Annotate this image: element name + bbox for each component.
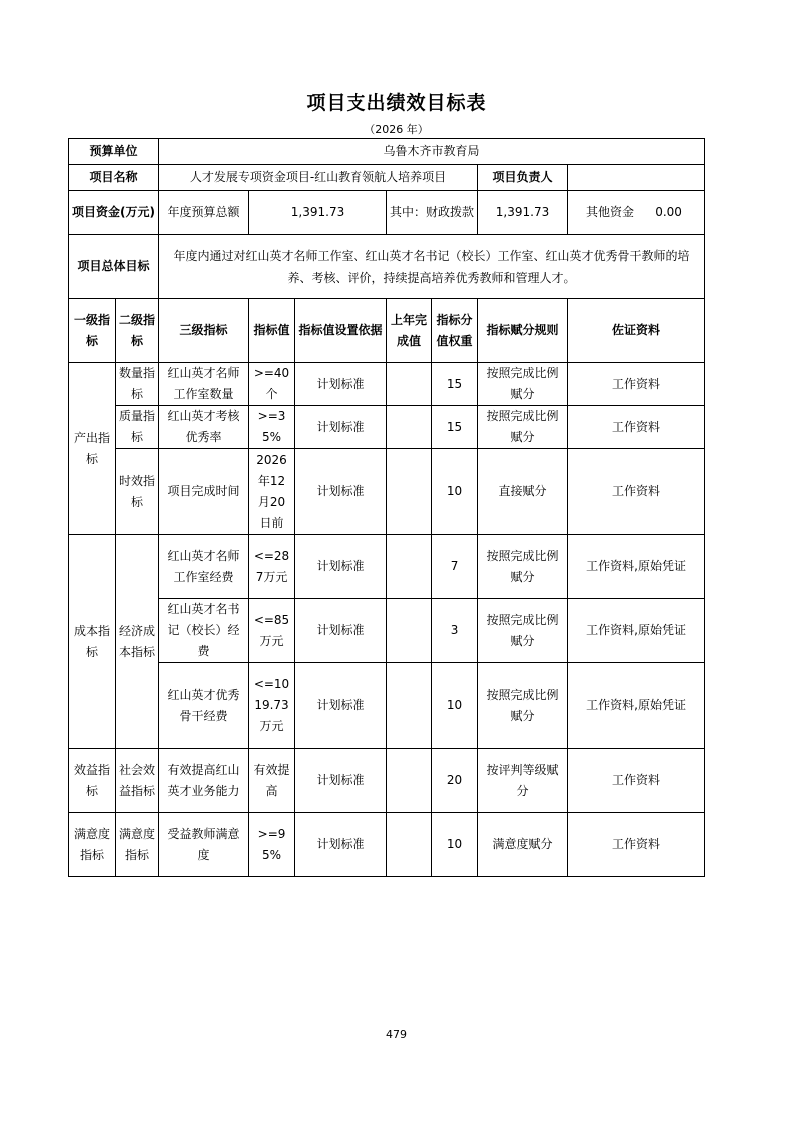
group-satisfaction: 满意度指标 [69,813,116,877]
row-last-year [387,813,432,877]
page-title: 项目支出绩效目标表 [306,92,487,114]
table-row [69,406,705,449]
project-lead-label: 项目负责人 [478,165,568,191]
header-weight: 指标分值权重 [432,299,478,363]
group-output: 产出指标 [69,363,116,535]
fiscal-label: 其中：财政拨款 [387,191,478,235]
row-weight: 7 [432,535,478,599]
row-basis: 计划标准 [295,449,387,535]
row-evidence: 工作资料 [568,406,705,449]
row-basis: 计划标准 [295,406,387,449]
row-evidence: 工作资料 [568,449,705,535]
row-weight: 15 [432,363,478,406]
header-evidence: 佐证资料 [568,299,705,363]
table-row [69,663,705,749]
budget-unit-value: 乌鲁木齐市教育局 [159,139,705,165]
group-quality: 质量指标 [116,406,159,449]
row-last-year [387,599,432,663]
row-weight: 3 [432,599,478,663]
table-row [69,535,705,599]
group-timeliness: 时效指标 [116,449,159,535]
row-value: 有效提高 [249,749,295,813]
budget-unit-label: 预算单位 [69,139,159,165]
row-basis: 计划标准 [295,749,387,813]
row-weight: 20 [432,749,478,813]
row-rule: 按照完成比例赋分 [478,663,568,749]
group-quantity: 数量指标 [116,363,159,406]
row-last-year [387,535,432,599]
header-level2: 二级指标 [116,299,159,363]
row-weight: 15 [432,406,478,449]
row-rule: 按照完成比例赋分 [478,599,568,663]
header-basis: 指标值设置依据 [295,299,387,363]
row-indicator: 红山英才优秀骨干经费 [159,663,249,749]
group-cost: 成本指标 [69,535,116,749]
row-last-year [387,449,432,535]
row-value: >=95% [249,813,295,877]
funds-label: 项目资金(万元) [69,191,159,235]
group-economic-cost: 经济成本指标 [116,535,159,749]
group-social-benefit: 社会效益指标 [116,749,159,813]
row-weight: 10 [432,813,478,877]
row-evidence: 工作资料 [568,363,705,406]
row-indicator: 红山英才名师工作室数量 [159,363,249,406]
goal-text: 年度内通过对红山英才名师工作室、红山英才名书记（校长）工作室、红山英才优秀骨干教师的培养、考核、评价，持续提高培养优秀教师和管理人才。 [159,235,705,299]
row-rule: 按照完成比例赋分 [478,406,568,449]
row-basis: 计划标准 [295,663,387,749]
row-rule: 满意度赋分 [478,813,568,877]
row-weight: 10 [432,663,478,749]
row-evidence: 工作资料,原始凭证 [568,599,705,663]
table-row [69,449,705,535]
row-rule: 按照完成比例赋分 [478,535,568,599]
other-funds-cell [568,191,705,235]
row-rule: 直接赋分 [478,449,568,535]
row-indicator: 红山英才名师工作室经费 [159,535,249,599]
other-funds-value: 0.00 [655,205,682,219]
project-name-label: 项目名称 [69,165,159,191]
header-rule: 指标赋分规则 [478,299,568,363]
row-indicator: 红山英才考核优秀率 [159,406,249,449]
row-evidence: 工作资料 [568,813,705,877]
page-number: 479 [386,1028,407,1041]
row-basis: 计划标准 [295,813,387,877]
row-last-year [387,663,432,749]
row-value: <=85万元 [249,599,295,663]
row-indicator: 项目完成时间 [159,449,249,535]
row-value: <=1019.73万元 [249,663,295,749]
group-benefit: 效益指标 [69,749,116,813]
row-basis: 计划标准 [295,599,387,663]
fiscal-value: 1,391.73 [478,191,568,235]
annual-budget-value: 1,391.73 [249,191,387,235]
row-last-year [387,749,432,813]
header-value: 指标值 [249,299,295,363]
row-evidence: 工作资料,原始凭证 [568,535,705,599]
year-label: （2026 年） [364,123,429,136]
other-funds-label: 其他资金 [586,205,635,219]
project-lead-value [568,165,705,191]
goal-label: 项目总体目标 [69,235,159,299]
annual-budget-label: 年度预算总额 [159,191,249,235]
header-level3: 三级指标 [159,299,249,363]
row-rule: 按评判等级赋分 [478,749,568,813]
row-indicator: 红山英才名书记（校长）经费 [159,599,249,663]
table-row [69,599,705,663]
header-level1: 一级指标 [69,299,116,363]
row-last-year [387,363,432,406]
project-name-value: 人才发展专项资金项目-红山教育领航人培养项目 [159,165,478,191]
table-row [69,813,705,877]
group-satisfaction-level2: 满意度指标 [116,813,159,877]
row-rule: 按照完成比例赋分 [478,363,568,406]
row-weight: 10 [432,449,478,535]
table-row [69,749,705,813]
performance-target-table [68,138,705,877]
row-evidence: 工作资料 [568,749,705,813]
row-basis: 计划标准 [295,363,387,406]
row-evidence: 工作资料,原始凭证 [568,663,705,749]
row-value: 2026年12月20日前 [249,449,295,535]
row-indicator: 受益教师满意度 [159,813,249,877]
row-value: >=40个 [249,363,295,406]
row-value: <=287万元 [249,535,295,599]
header-last-year: 上年完成值 [387,299,432,363]
row-last-year [387,406,432,449]
row-value: >=35% [249,406,295,449]
row-basis: 计划标准 [295,535,387,599]
row-indicator: 有效提高红山英才业务能力 [159,749,249,813]
table-row [69,363,705,406]
